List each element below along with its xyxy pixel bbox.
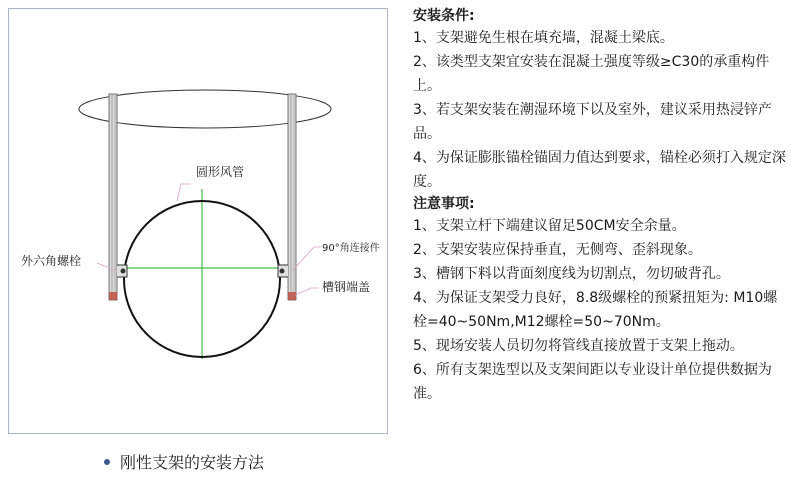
cap-leader: [295, 288, 319, 295]
note-item: 3、槽钢下料以背面刻度线为切割点，勿切破背孔。: [413, 266, 730, 282]
figure-caption: [104, 450, 264, 473]
conditions-title: 安装条件:: [413, 8, 475, 24]
right-channel-rod: [288, 94, 296, 300]
left-connector: [117, 265, 127, 277]
notes-title: 注意事项:: [413, 196, 475, 212]
diagram-panel: [8, 8, 388, 434]
condition-item: 3、若支架安装在潮湿环境下以及室外，建议采用热浸锌产品。: [413, 102, 772, 142]
condition-item: 2、该类型支架宜安装在混凝土强度等级≥C30的承重构件上。: [413, 54, 770, 94]
duct-leader: [177, 184, 191, 201]
note-item: 6、所有支架选型以及支架间距以专业设计单位提供数据为准。: [413, 362, 772, 402]
hex-bolt-label: 外六角螺栓: [21, 254, 82, 268]
caption-text: 刚性支架的安装方法: [120, 453, 265, 472]
note-item: 1、支架立杆下端建议留足50CM安全余量。: [413, 218, 686, 234]
connector-label: 90°角连接件: [322, 243, 380, 254]
duct-label: 圆形风管: [196, 165, 245, 179]
note-item: 2、支架安装应保持垂直，无侧弯、歪斜现象。: [413, 242, 702, 258]
note-item: 4、为保证支架受力良好，8.8级螺栓的预紧扭矩为: M10螺栓=40~50Nm,M12螺栓=50~70Nm。: [413, 290, 778, 330]
note-item: 5、现场安装人员切勿将管线直接放置于支架上拖动。: [413, 338, 744, 354]
channel-cap-label: 槽钢端盖: [322, 280, 371, 294]
text-panel: [413, 6, 788, 406]
support-diagram: [9, 9, 387, 433]
right-connector: [278, 265, 288, 277]
condition-item: 1、支架避免生根在填充墙，混凝土梁底。: [413, 30, 674, 46]
bullet-icon: [104, 459, 110, 465]
condition-item: 4、为保证膨胀锚栓锚固力值达到要求，锚栓必须打入规定深度。: [413, 150, 786, 190]
